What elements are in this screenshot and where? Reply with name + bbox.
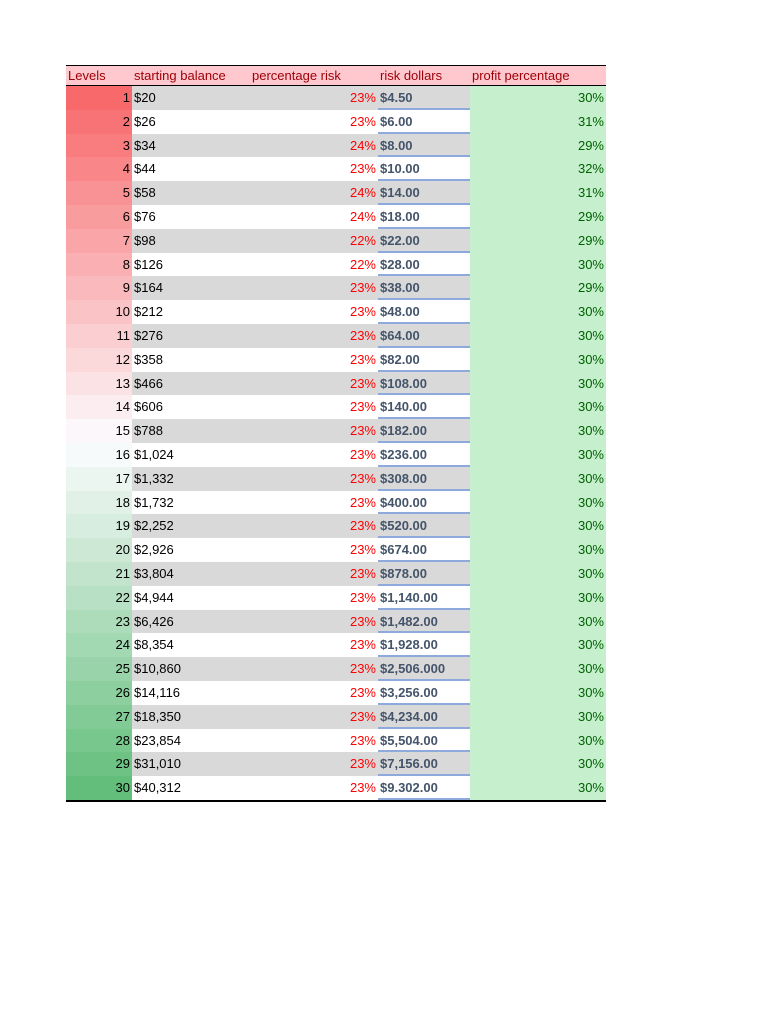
cell-level[interactable]: 20 <box>66 538 132 562</box>
cell-profit-percentage[interactable]: 30% <box>470 300 606 324</box>
cell-profit-percentage[interactable]: 30% <box>470 562 606 586</box>
cell-risk-dollars[interactable]: $236.00 <box>378 443 470 467</box>
cell-profit-percentage[interactable]: 30% <box>470 633 606 657</box>
cell-percentage-risk[interactable]: 22% <box>242 229 378 253</box>
cell-percentage-risk[interactable]: 23% <box>349 113 376 129</box>
cell-percentage-risk[interactable]: 23% <box>242 705 378 729</box>
cell-profit-percentage[interactable]: 30% <box>470 657 606 681</box>
cell-risk-dollars[interactable]: $8.00 <box>378 134 470 158</box>
header-percentage-risk[interactable]: percentage risk <box>252 68 341 83</box>
cell-profit-percentage[interactable]: 29% <box>470 205 606 229</box>
cell-risk-dollars[interactable]: $64.00 <box>378 324 470 348</box>
table-row <box>66 491 606 515</box>
header-risk-dollars[interactable]: risk dollars <box>380 68 443 83</box>
cell-profit-percentage[interactable]: 29% <box>470 229 606 253</box>
cell-level[interactable]: 22 <box>66 586 132 610</box>
cell-starting-balance[interactable]: $18,350 <box>132 705 242 729</box>
table-row <box>66 134 606 158</box>
cell-starting-balance[interactable]: $98 <box>132 229 242 253</box>
cell-level[interactable]: 2 <box>66 110 132 134</box>
cell-level[interactable]: 30 <box>66 776 132 800</box>
cell-starting-balance[interactable]: $26 <box>134 113 156 129</box>
cell-risk-dollars[interactable]: $6.00 <box>378 110 470 134</box>
header-row <box>66 65 606 86</box>
cell-starting-balance[interactable]: $34 <box>132 134 242 158</box>
cell-percentage-risk[interactable]: 23% <box>349 589 376 605</box>
cell-level[interactable]: 19 <box>66 514 132 538</box>
cell-percentage-risk[interactable]: 23% <box>242 419 378 443</box>
cell-starting-balance[interactable]: $44 <box>134 161 156 177</box>
cell-risk-dollars[interactable]: $28.00 <box>378 253 470 277</box>
cell-profit-percentage[interactable]: 30% <box>470 610 606 634</box>
cell-risk-dollars[interactable]: $38.00 <box>378 276 470 300</box>
cell-profit-percentage[interactable]: 30% <box>470 729 606 753</box>
cell-level[interactable]: 6 <box>66 205 132 229</box>
cell-percentage-risk[interactable]: 23% <box>242 324 378 348</box>
cell-profit-percentage[interactable]: 29% <box>470 276 606 300</box>
cell-starting-balance[interactable]: $14,116 <box>134 684 181 700</box>
cell-percentage-risk[interactable]: 23% <box>349 494 376 510</box>
table-row <box>66 276 606 300</box>
cell-level[interactable]: 5 <box>66 181 132 205</box>
cell-starting-balance[interactable]: $788 <box>132 419 242 443</box>
cell-level[interactable]: 18 <box>66 491 132 515</box>
table-row <box>66 419 606 443</box>
cell-level[interactable]: 16 <box>66 443 132 467</box>
cell-percentage-risk[interactable]: 23% <box>242 657 378 681</box>
cell-percentage-risk[interactable]: 23% <box>349 304 376 320</box>
cell-profit-percentage[interactable]: 30% <box>470 705 606 729</box>
cell-percentage-risk[interactable]: 24% <box>242 181 378 205</box>
cell-risk-dollars[interactable]: $18.00 <box>378 205 470 229</box>
cell-percentage-risk[interactable]: 23% <box>349 542 376 558</box>
cell-percentage-risk[interactable]: 24% <box>242 134 378 158</box>
cell-starting-balance[interactable]: $20 <box>132 86 242 110</box>
cell-starting-balance[interactable]: $606 <box>134 399 163 415</box>
cell-level[interactable]: 7 <box>66 229 132 253</box>
cell-level[interactable]: 1 <box>66 86 132 110</box>
cell-level[interactable]: 15 <box>66 419 132 443</box>
cell-starting-balance[interactable]: $164 <box>132 276 242 300</box>
cell-percentage-risk[interactable]: 23% <box>242 86 378 110</box>
cell-starting-balance[interactable]: $2,252 <box>132 514 242 538</box>
cell-profit-percentage[interactable]: 29% <box>470 134 606 158</box>
cell-profit-percentage[interactable]: 30% <box>470 514 606 538</box>
table-body <box>66 86 606 802</box>
cell-percentage-risk[interactable]: 23% <box>349 684 376 700</box>
cell-starting-balance[interactable]: $31,010 <box>132 752 242 776</box>
cell-level[interactable]: 8 <box>66 253 132 277</box>
cell-level[interactable]: 3 <box>66 134 132 158</box>
table-row <box>66 514 606 538</box>
table-row <box>66 562 606 586</box>
cell-profit-percentage[interactable]: 30% <box>470 491 606 515</box>
table-row <box>66 681 606 705</box>
cell-profit-percentage[interactable]: 30% <box>470 467 606 491</box>
cell-level[interactable]: 14 <box>66 395 132 419</box>
cell-risk-dollars[interactable]: $140.00 <box>378 395 470 419</box>
cell-level[interactable]: 4 <box>66 157 132 181</box>
cell-profit-percentage[interactable]: 32% <box>470 157 606 181</box>
table-row <box>66 372 606 396</box>
cell-risk-dollars[interactable]: $22.00 <box>378 229 470 253</box>
cell-percentage-risk[interactable]: 23% <box>242 276 378 300</box>
cell-starting-balance[interactable]: $8,354 <box>134 637 174 653</box>
cell-starting-balance[interactable]: $40,312 <box>134 780 181 796</box>
table-row <box>66 610 606 634</box>
cell-profit-percentage[interactable]: 30% <box>470 443 606 467</box>
table-row <box>66 348 606 372</box>
table-row <box>66 300 606 324</box>
table-row <box>66 633 606 657</box>
table-row <box>66 253 606 277</box>
cell-starting-balance[interactable]: $10,860 <box>132 657 242 681</box>
cell-profit-percentage[interactable]: 30% <box>470 586 606 610</box>
cell-risk-dollars[interactable]: $4,234.00 <box>378 705 470 729</box>
cell-starting-balance[interactable]: $2,926 <box>134 542 174 558</box>
table-row <box>66 586 606 610</box>
cell-risk-dollars[interactable]: $10.00 <box>378 157 470 181</box>
cell-percentage-risk[interactable]: 23% <box>242 752 378 776</box>
cell-starting-balance[interactable]: $3,804 <box>132 562 242 586</box>
cell-starting-balance[interactable]: $126 <box>134 256 163 272</box>
cell-risk-dollars[interactable]: $674.00 <box>378 538 470 562</box>
cell-level[interactable]: 9 <box>66 276 132 300</box>
cell-percentage-risk[interactable]: 23% <box>242 610 378 634</box>
cell-level[interactable]: 10 <box>66 300 132 324</box>
cell-risk-dollars[interactable]: $520.00 <box>378 514 470 538</box>
cell-risk-dollars[interactable]: $182.00 <box>378 419 470 443</box>
cell-percentage-risk[interactable]: 24% <box>349 208 376 224</box>
cell-profit-percentage[interactable]: 30% <box>470 372 606 396</box>
cell-percentage-risk[interactable]: 23% <box>349 446 376 462</box>
cell-level[interactable]: 26 <box>66 681 132 705</box>
cell-level[interactable]: 11 <box>66 324 132 348</box>
cell-level[interactable]: 27 <box>66 705 132 729</box>
cell-starting-balance[interactable]: $6,426 <box>132 610 242 634</box>
cell-profit-percentage[interactable]: 30% <box>470 419 606 443</box>
cell-starting-balance[interactable]: $23,854 <box>134 732 181 748</box>
cell-risk-dollars[interactable]: $3,256.00 <box>378 681 470 705</box>
table-row <box>66 776 606 802</box>
table-row <box>66 110 606 134</box>
cell-risk-dollars[interactable]: $4.50 <box>378 86 470 110</box>
cell-profit-percentage[interactable]: 30% <box>470 681 606 705</box>
cell-profit-percentage[interactable]: 31% <box>470 110 606 134</box>
cell-profit-percentage[interactable]: 30% <box>470 253 606 277</box>
cell-percentage-risk[interactable]: 23% <box>349 780 376 796</box>
cell-starting-balance[interactable]: $58 <box>132 181 242 205</box>
cell-risk-dollars[interactable]: $7,156.00 <box>378 752 470 776</box>
cell-starting-balance[interactable]: $1,024 <box>134 446 174 462</box>
table-row <box>66 729 606 753</box>
cell-profit-percentage[interactable]: 30% <box>470 395 606 419</box>
spreadsheet-table <box>66 65 606 802</box>
cell-percentage-risk[interactable]: 23% <box>242 372 378 396</box>
cell-risk-dollars[interactable]: $14.00 <box>378 181 470 205</box>
cell-percentage-risk[interactable]: 23% <box>349 351 376 367</box>
cell-risk-dollars[interactable]: $82.00 <box>378 348 470 372</box>
header-starting-balance[interactable]: starting balance <box>134 68 226 83</box>
table-row <box>66 395 606 419</box>
table-row <box>66 157 606 181</box>
table-row <box>66 752 606 776</box>
cell-risk-dollars[interactable]: $1,140.00 <box>378 586 470 610</box>
cell-level[interactable]: 29 <box>66 752 132 776</box>
cell-starting-balance[interactable]: $76 <box>134 208 156 224</box>
cell-risk-dollars[interactable]: $108.00 <box>378 372 470 396</box>
cell-risk-dollars[interactable]: $308.00 <box>378 467 470 491</box>
cell-risk-dollars[interactable]: $9.302.00 <box>378 776 470 800</box>
cell-level[interactable]: 24 <box>66 633 132 657</box>
cell-level[interactable]: 13 <box>66 372 132 396</box>
cell-risk-dollars[interactable]: $1,482.00 <box>378 610 470 634</box>
cell-starting-balance[interactable]: $4,944 <box>134 589 174 605</box>
cell-starting-balance[interactable]: $1,332 <box>132 467 242 491</box>
table-row <box>66 467 606 491</box>
cell-level[interactable]: 23 <box>66 610 132 634</box>
cell-risk-dollars[interactable]: $400.00 <box>378 491 470 515</box>
cell-level[interactable]: 21 <box>66 562 132 586</box>
cell-starting-balance[interactable]: $466 <box>132 372 242 396</box>
table-row <box>66 705 606 729</box>
cell-percentage-risk[interactable]: 23% <box>349 399 376 415</box>
table-row <box>66 324 606 348</box>
header-levels[interactable]: Levels <box>68 68 106 83</box>
cell-profit-percentage[interactable]: 30% <box>470 538 606 562</box>
cell-profit-percentage[interactable]: 31% <box>470 181 606 205</box>
cell-percentage-risk[interactable]: 23% <box>242 514 378 538</box>
table-row <box>66 538 606 562</box>
cell-percentage-risk[interactable]: 23% <box>349 161 376 177</box>
table-row <box>66 86 606 110</box>
cell-profit-percentage[interactable]: 30% <box>470 752 606 776</box>
cell-starting-balance[interactable]: $1,732 <box>134 494 174 510</box>
cell-level[interactable]: 12 <box>66 348 132 372</box>
table-row <box>66 229 606 253</box>
cell-percentage-risk[interactable]: 23% <box>242 467 378 491</box>
cell-starting-balance[interactable]: $358 <box>134 351 163 367</box>
table-row <box>66 181 606 205</box>
cell-profit-percentage[interactable]: 30% <box>470 86 606 110</box>
cell-percentage-risk[interactable]: 23% <box>242 562 378 586</box>
table-row <box>66 205 606 229</box>
cell-percentage-risk[interactable]: 23% <box>349 732 376 748</box>
cell-profit-percentage[interactable]: 30% <box>470 776 606 800</box>
cell-starting-balance[interactable]: $276 <box>132 324 242 348</box>
cell-profit-percentage[interactable]: 30% <box>470 348 606 372</box>
cell-risk-dollars[interactable]: $2,506.000 <box>378 657 470 681</box>
header-profit-percentage[interactable]: profit percentage <box>470 66 606 85</box>
cell-risk-dollars[interactable]: $1,928.00 <box>378 633 470 657</box>
cell-risk-dollars[interactable]: $48.00 <box>378 300 470 324</box>
cell-level[interactable]: 28 <box>66 729 132 753</box>
cell-level[interactable]: 17 <box>66 467 132 491</box>
cell-risk-dollars[interactable]: $5,504.00 <box>378 729 470 753</box>
cell-starting-balance[interactable]: $212 <box>134 304 163 320</box>
cell-percentage-risk[interactable]: 22% <box>349 256 376 272</box>
cell-percentage-risk[interactable]: 23% <box>349 637 376 653</box>
table-row <box>66 657 606 681</box>
cell-risk-dollars[interactable]: $878.00 <box>378 562 470 586</box>
cell-level[interactable]: 25 <box>66 657 132 681</box>
cell-profit-percentage[interactable]: 30% <box>470 324 606 348</box>
table-row <box>66 443 606 467</box>
